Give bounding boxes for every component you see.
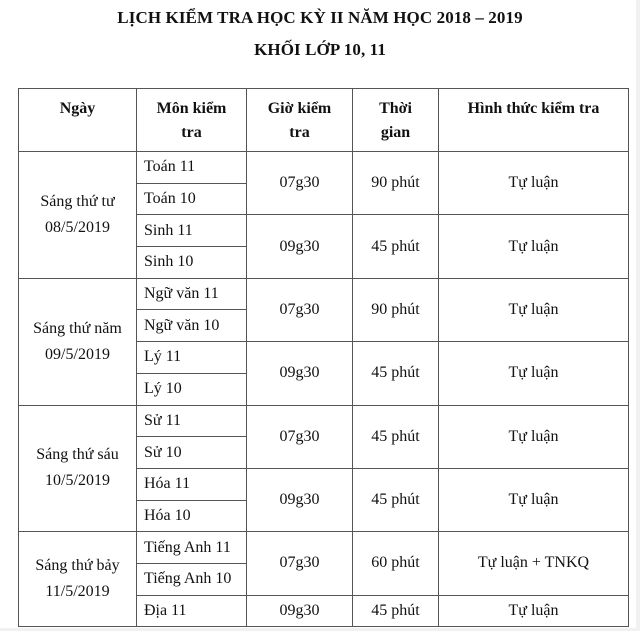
day-cell: Sáng thứ năm 09/5/2019: [19, 278, 137, 405]
header-day: Ngày: [19, 89, 137, 152]
table-row: [19, 278, 629, 310]
table-row: [19, 405, 629, 437]
subject-cell: Sinh 10: [137, 247, 247, 279]
time-cell: 09g30: [247, 595, 353, 627]
subject-cell: Sử 10: [137, 437, 247, 469]
subject-cell: Hóa 11: [137, 468, 247, 500]
subject-cell: Sử 11: [137, 405, 247, 437]
time-cell: 09g30: [247, 468, 353, 531]
duration-cell: 60 phút: [353, 532, 439, 595]
duration-cell: 45 phút: [353, 595, 439, 627]
header-duration: Thời gian: [353, 89, 439, 152]
subject-cell: Địa 11: [137, 595, 247, 627]
exam-schedule-table: [18, 88, 629, 627]
format-cell: Tự luận: [439, 468, 629, 531]
day-cell: Sáng thứ bảy 11/5/2019: [19, 532, 137, 627]
subject-cell: Toán 11: [137, 152, 247, 184]
format-cell: Tự luận: [439, 152, 629, 215]
subject-cell: Tiếng Anh 11: [137, 532, 247, 564]
duration-cell: 90 phút: [353, 152, 439, 215]
table-header-row: [19, 89, 629, 152]
time-cell: 09g30: [247, 215, 353, 278]
day-cell: Sáng thứ sáu 10/5/2019: [19, 405, 137, 532]
format-cell: Tự luận: [439, 405, 629, 468]
header-time: Giờ kiểm tra: [247, 89, 353, 152]
time-cell: 09g30: [247, 342, 353, 405]
time-cell: 07g30: [247, 405, 353, 468]
format-cell: Tự luận: [439, 342, 629, 405]
table-row: [19, 532, 629, 564]
format-cell: Tự luận: [439, 278, 629, 341]
duration-cell: 45 phút: [353, 342, 439, 405]
day-cell: Sáng thứ tư 08/5/2019: [19, 152, 137, 279]
subject-cell: Toán 10: [137, 183, 247, 215]
subject-cell: Hóa 10: [137, 500, 247, 532]
format-cell: Tự luận + TNKQ: [439, 532, 629, 595]
subject-cell: Ngữ văn 11: [137, 278, 247, 310]
format-cell: Tự luận: [439, 215, 629, 278]
time-cell: 07g30: [247, 532, 353, 595]
format-cell: Tự luận: [439, 595, 629, 627]
subject-cell: Ngữ văn 10: [137, 310, 247, 342]
time-cell: 07g30: [247, 152, 353, 215]
duration-cell: 45 phút: [353, 468, 439, 531]
document-subtitle: KHỐI LỚP 10, 11: [254, 40, 386, 59]
document-title: LỊCH KIỂM TRA HỌC KỲ II NĂM HỌC 2018 – 2019: [117, 8, 523, 27]
subject-cell: Lý 11: [137, 342, 247, 374]
header-format: Hình thức kiểm tra: [439, 89, 629, 152]
subject-cell: Sinh 11: [137, 215, 247, 247]
duration-cell: 45 phút: [353, 215, 439, 278]
subject-cell: Lý 10: [137, 373, 247, 405]
duration-cell: 90 phút: [353, 278, 439, 341]
header-subject: Môn kiểm tra: [137, 89, 247, 152]
time-cell: 07g30: [247, 278, 353, 341]
table-row: [19, 152, 629, 184]
duration-cell: 45 phút: [353, 405, 439, 468]
subject-cell: Tiếng Anh 10: [137, 563, 247, 595]
page-edge: [636, 0, 640, 631]
